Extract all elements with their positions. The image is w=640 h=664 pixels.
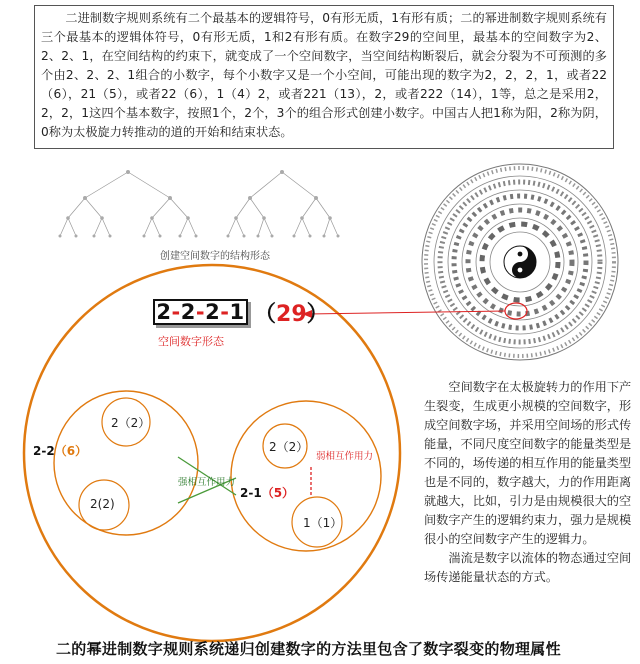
explanation-paragraph-1: 空间数字在太极旋转力的作用下产生裂变，生成更小规模的空间数字，形成空间数字场，并采用空间场的形式传能量，不同尺度空间数字的能量类型是不同的，场传递的相互作用的能量类型也是不同的，数字越大，力的作用距离就越大，比如，引力是由规模很大的空间数字产生的逻辑约束力，强力是规模很小的空间数字产生的逻辑力。: [424, 380, 632, 546]
intro-paragraph: 二进制数字规则系统有二个最基本的逻辑符号，0有形无质，1有形有质；二的幂进制数字规则系统有三个最基本的逻辑体符号，0有形无质，1和2有形有质。在数字29的空间里，最基本的空间数字为2、2、2、1，在空间结构的约束下，就变成了一个空间数字，当空间结构断裂后，就会分裂为不可预测的多个由2、2、2、1组合的小数字，每个小数字又是一个小空间，可能出现的数字为2，2，2，1，或者22（6），21（5），或者22（6），1（4）2，或者221（13），2，或者222（14），1等，总之是采用2，2，2，1这四个基本数字，按照1个，2个，3个的组合形式创建小数字。中国古人把1称为阳，2称为阴，0称为太极旋力转推动的道的开始和结束状态。: [41, 11, 607, 139]
tree-structure-left: [59, 170, 198, 238]
space-number-form-label: 空间数字形态: [158, 335, 224, 348]
left-group-label: 2-2（6）: [33, 444, 88, 458]
space-number-code: 2-2-2-1: [153, 299, 248, 325]
taiji-bagua-wheel: [422, 164, 618, 360]
tree-caption: 创建空间数字的结构形态: [160, 251, 270, 262]
space-number-value: （29）: [254, 302, 329, 327]
right-bottom-number: 1（1）: [303, 516, 343, 530]
left-bottom-number: 2(2): [90, 497, 115, 511]
right-top-number: 2（2）: [269, 440, 309, 454]
explanation-text: [424, 378, 638, 587]
strong-force-label: 强相互作用力: [178, 477, 236, 488]
left-top-number: 2（2）: [111, 416, 151, 430]
left-group-circle: [54, 391, 198, 535]
explanation-paragraph-2: 湍流是数字以流体的物态通过空间场传递能量状态的方式。: [424, 551, 632, 584]
right-group-label: 2-1（5）: [240, 486, 295, 500]
weak-force-label: 弱相互作用力: [316, 451, 374, 462]
yin-yang-icon: [504, 246, 536, 278]
bottom-caption: 二的幂进制数字规则系统递归创建数字的方法里包含了数字裂变的物理属性: [56, 640, 561, 658]
tree-structure-right: [227, 170, 340, 238]
